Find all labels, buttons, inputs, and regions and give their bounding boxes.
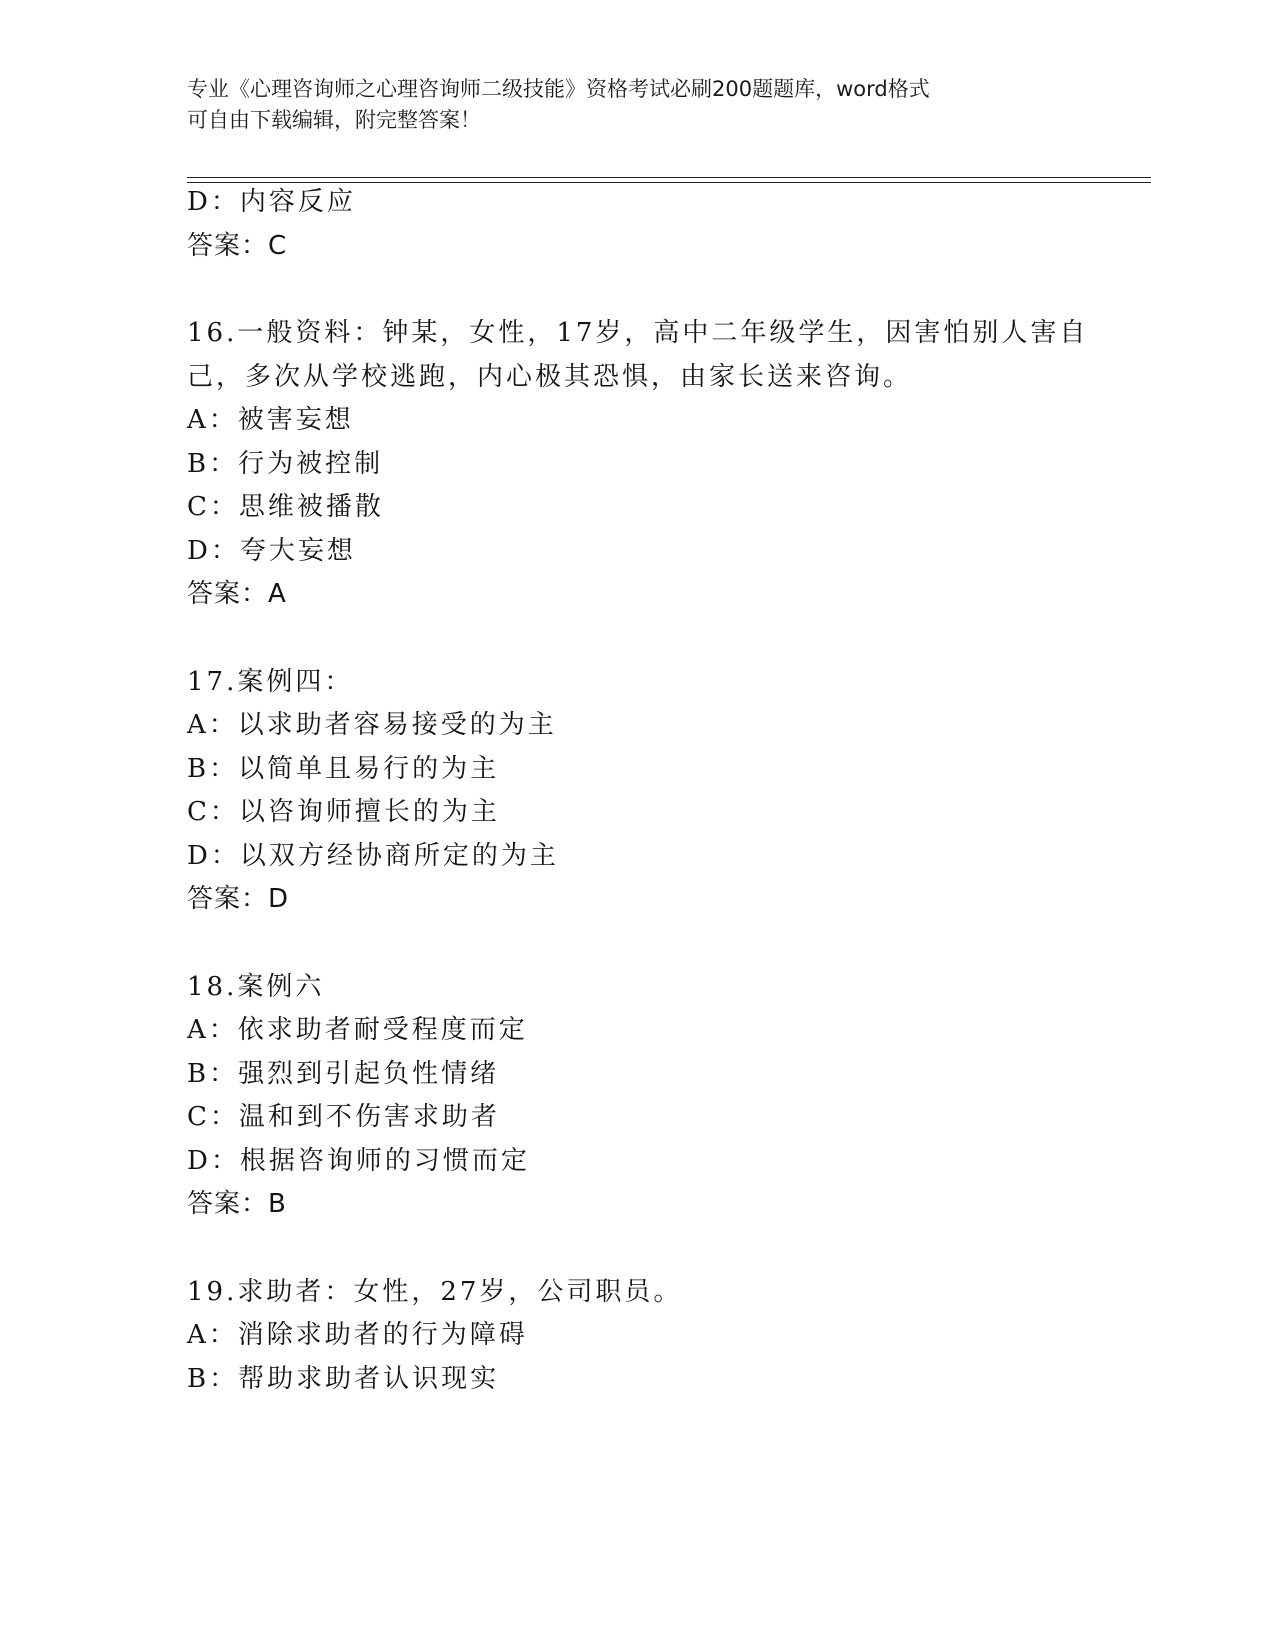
- header-line-1: 专业《心理咨询师之心理咨询师二级技能》资格考试必刷200题题库，word格式: [187, 77, 930, 101]
- q16-option-c: C：思维被播散: [187, 492, 384, 522]
- q17-option-d: D：以双方经协商所定的为主: [187, 841, 559, 871]
- q17-option-c: C：以咨询师擅长的为主: [187, 797, 500, 827]
- q16-option-a: A：被害妄想: [187, 405, 354, 435]
- q18-option-b: B：强烈到引起负性情绪: [187, 1059, 500, 1089]
- header-line-2: 可自由下载编辑，附完整答案！: [187, 108, 481, 132]
- q17-stem: 17.案例四：: [187, 667, 354, 697]
- q17-option-b: B：以简单且易行的为主: [187, 754, 500, 784]
- q17-answer: 答案：D: [187, 884, 290, 914]
- q16-stem-line-2: 己，多次从学校逃跑，内心极其恐惧，由家长送来咨询。: [187, 362, 913, 392]
- q17-option-a: A：以求助者容易接受的为主: [187, 710, 557, 740]
- q16-option-b: B：行为被控制: [187, 449, 384, 479]
- q15-answer: 答案：C: [187, 231, 288, 261]
- q19-option-a: A：消除求助者的行为障碍: [187, 1320, 528, 1350]
- q18-option-a: A：依求助者耐受程度而定: [187, 1015, 528, 1045]
- q18-stem: 18.案例六: [187, 972, 325, 1002]
- header-divider-bottom: [187, 182, 1151, 183]
- q16-stem-line-1: 16.一般资料：钟某，女性，17岁，高中二年级学生，因害怕别人害自: [187, 318, 1089, 348]
- q18-answer: 答案：B: [187, 1189, 287, 1219]
- header-divider-top: [187, 177, 1151, 178]
- q15-option-d: D：内容反应: [187, 187, 356, 217]
- q18-option-d: D：根据咨询师的习惯而定: [187, 1146, 530, 1176]
- q19-option-b: B：帮助求助者认识现实: [187, 1364, 500, 1394]
- document-header: [187, 74, 1087, 136]
- q19-stem: 19.求助者：女性，27岁，公司职员。: [187, 1277, 683, 1307]
- q16-option-d: D：夸大妄想: [187, 536, 356, 566]
- q18-option-c: C：温和到不伤害求助者: [187, 1102, 500, 1132]
- q16-answer: 答案：A: [187, 579, 287, 609]
